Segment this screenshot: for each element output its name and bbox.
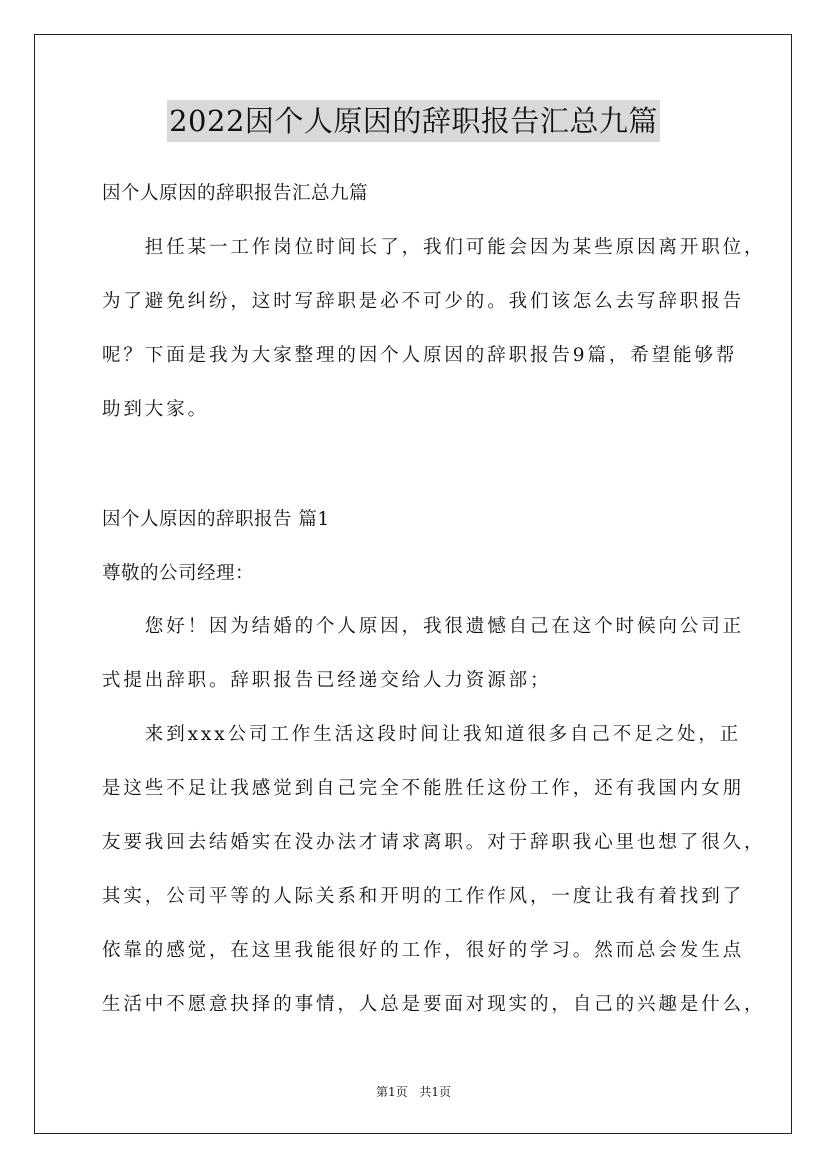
page-total: 共1页 bbox=[419, 1085, 452, 1099]
paragraph-line: 担任某一工作岗位时间长了，我们可能会因为某些原因离开职位， bbox=[102, 237, 766, 258]
section-heading: 因个人原因的辞职报告 篇1 bbox=[102, 509, 330, 530]
paragraph-line: 为了避免纠纷，这时写辞职是必不可少的。我们该怎么去写辞职报告 bbox=[102, 291, 745, 312]
paragraph-line: 依靠的感觉，在这里我能很好的工作，很好的学习。然而总会发生点 bbox=[102, 940, 745, 961]
salutation-line: 尊敬的公司经理： bbox=[102, 563, 255, 584]
paragraph-line: 助到大家。 bbox=[102, 399, 210, 420]
page-number: 第1页 bbox=[375, 1085, 408, 1099]
paragraph-line: 生活中不愿意抉择的事情，人总是要面对现实的，自己的兴趣是什么， bbox=[102, 994, 766, 1015]
paragraph-line: 来到xxx公司工作生活这段时间让我知道很多自己不足之处，正 bbox=[102, 724, 742, 745]
paragraph-line: 友要我回去结婚实在没办法才请求离职。对于辞职我心里也想了很久， bbox=[102, 832, 766, 853]
subtitle-line: 因个人原因的辞职报告汇总九篇 bbox=[102, 183, 369, 204]
paragraph-line: 呢？下面是我为大家整理的因个人原因的辞职报告9篇，希望能够帮 bbox=[102, 345, 738, 366]
paragraph-line: 其实，公司平等的人际关系和开明的工作作风，一度让我有着找到了 bbox=[102, 886, 745, 907]
paragraph-line: 您好！因为结婚的个人原因，我很遗憾自己在这个时候向公司正 bbox=[102, 616, 745, 637]
paragraph-line: 式提出辞职。辞职报告已经递交给人力资源部； bbox=[102, 670, 552, 691]
page-footer bbox=[0, 1083, 827, 1101]
paragraph-line: 是这些不足让我感觉到自己完全不能胜任这份工作，还有我国内女朋 bbox=[102, 778, 745, 799]
title-container bbox=[0, 100, 827, 142]
document-title: 2022因个人原因的辞职报告汇总九篇 bbox=[167, 100, 660, 142]
